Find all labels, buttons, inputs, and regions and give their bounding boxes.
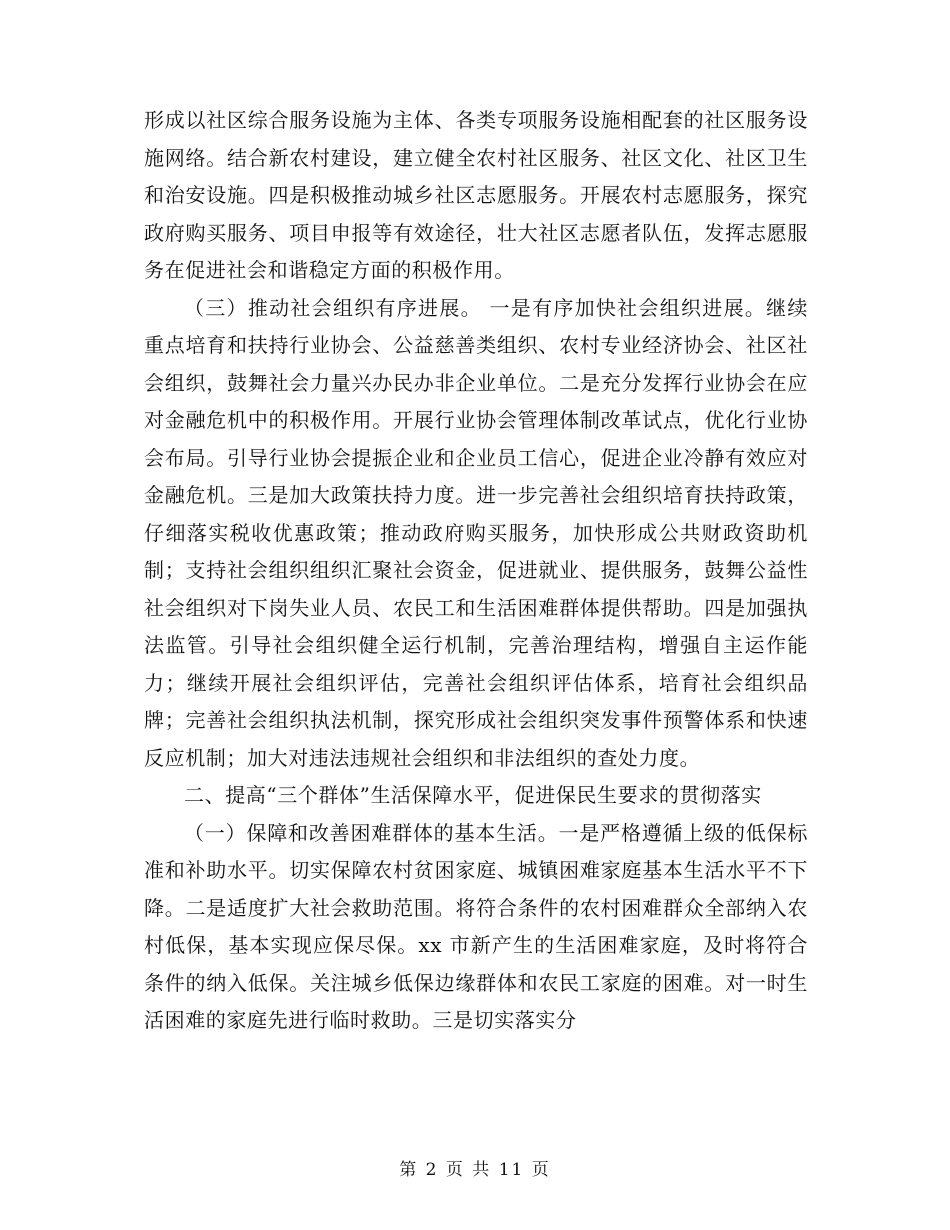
page-number-footer: 第 2 页 共 11 页 [399,1160,551,1180]
paragraph-social-organizations: （三）推动社会组织有序进展。 一是有序加快社会组织进展。继续重点培育和扶持行业协会、公益慈善类组织、农村专业经济协会、社区社会组织，鼓舞社会力量兴办民办非企业单位。二是充分发挥行业协会在应对金融危机中的积极作用。开展行业协会管理体制改革试点，优化行业协会布局。引导行业协会提振企业和企业员工信心，促进企业冷静有效应对金融危机。三是加大政策扶持力度。进一步完善社会组织培育扶持政策，仔细落实税收优惠政策；推动政府购买服务，加快形成公共财政资助机制；支持社会组织组织汇聚社会资金，促进就业、提供服务，鼓舞公益性社会组织对下岗失业人员、农民工和生活困难群体提供帮助。四是加强执法监管。引导社会组织健全运行机制，完善治理结构，增强自主运作能力；继续开展社会组织评估，完善社会组织评估体系，培育社会组织品牌；完善社会组织执法机制，探究形成社会组织突发事件预警体系和快速反应机制；加大对违法违规社会组织和非法组织的查处力度。 [144,295,808,770]
page-body [144,102,808,1040]
paragraph-continuation: 形成以社区综合服务设施为主体、各类专项服务设施相配套的社区服务设施网络。结合新农村建设，建立健全农村社区服务、社区文化、社区卫生和治安设施。四是积极推动城乡社区志愿服务。开展农村志愿服务，探究政府购买服务、项目申报等有效途径，壮大社区志愿者队伍，发挥志愿服务在促进社会和谐稳定方面的积极作用。 [144,108,808,282]
paragraph-difficult-groups: （一）保障和改善困难群体的基本生活。一是严格遵循上级的低保标准和补助水平。切实保障农村贫困家庭、城镇困难家庭基本生活水平不下降。二是适度扩大社会救助范围。将符合条件的农村困难群众全部纳入农村低保，基本实现应保尽保。xx 市新产生的生活困难家庭，及时将符合条件的纳入低保。关注城乡低保边缘群体和农民工家庭的困难。对一时生活困难的家庭先进行临时救助。三是切实落实分 [144,820,808,1032]
section-heading-two: 二、提高“三个群体”生活保障水平，促进保民生要求的贯彻落实 [184,783,762,807]
